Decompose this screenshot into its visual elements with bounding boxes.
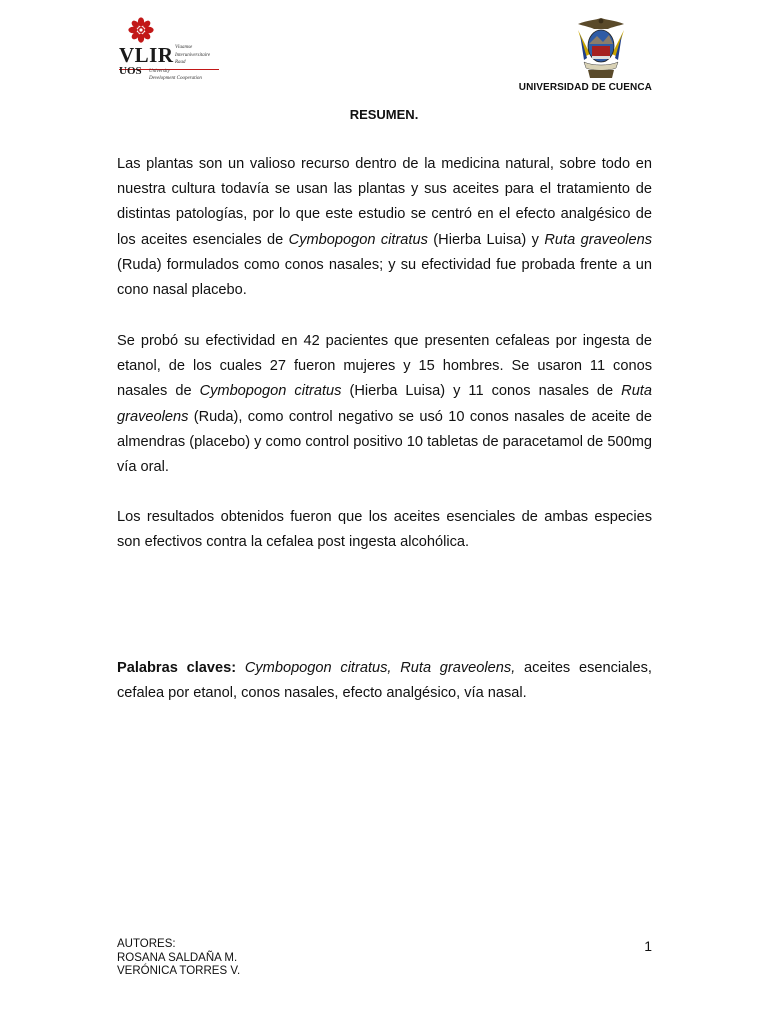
university-name: UNIVERSIDAD DE CUENCA xyxy=(518,82,652,93)
vlir-uos-logo xyxy=(117,17,223,87)
uos-tagline-line: Development Cooperation xyxy=(149,75,202,81)
keywords-species: Cymbopogon citratus, Ruta graveolens, xyxy=(244,660,516,676)
vlir-tagline-line: Raad xyxy=(175,60,186,65)
vlir-tagline xyxy=(175,44,210,67)
abstract-paragraph xyxy=(117,329,652,480)
text-segment: (Ruda), como control negativo se usó 10 conos nasales de aceite de almendras (placebo) y como control positivo 10 tabletas de paracetamol de 500mg vía oral. xyxy=(117,408,652,476)
vlir-tagline-line: Interuniversitaire xyxy=(175,52,211,58)
abstract-paragraph xyxy=(117,505,652,555)
university-crest-icon xyxy=(572,16,630,82)
authors-label: AUTORES: xyxy=(117,938,176,950)
species-name: Cymbopogon citratus xyxy=(199,383,342,400)
vlir-tagline-line: Vlaamse xyxy=(175,45,193,50)
text-segment: (Ruda) formulados como conos nasales; y su efectividad fue probada frente a un cono nasal placebo. xyxy=(117,256,652,299)
abstract-paragraph xyxy=(117,152,652,303)
page-number: 1 xyxy=(644,938,652,954)
keywords-paragraph xyxy=(117,656,652,706)
text-segment: Las plantas son un valioso recurso dentro de la medicina natural, sobre todo en nuestra cultura todavía se usan las plantas y sus aceites para el tratamiento de distintas patologías, por lo que este estudio se centró en el efecto analgésico de los aceites esenciales de xyxy=(117,156,652,248)
text-segment: (Hierba Luisa) y 11 conos nasales de xyxy=(341,383,622,400)
keywords-label: Palabras claves: xyxy=(117,660,237,676)
keywords-list: aceites esenciales, cefalea por etanol, conos nasales, efecto analgésico, vía nasal. xyxy=(117,660,652,702)
text-segment xyxy=(236,660,245,676)
text-segment: (Hierba Luisa) y xyxy=(427,231,545,248)
uos-tagline xyxy=(149,69,202,82)
author-name: ROSANA SALDAÑA M. xyxy=(117,951,238,964)
species-name: Cymbopogon citratus xyxy=(288,231,428,248)
text-segment: Se probó su efectividad en 42 pacientes que presenten cefaleas por ingesta de etanol, de los cuales 27 fueron mujeres y 15 hombres. Se usaron 11 conos nasales de xyxy=(117,333,652,400)
vlir-flower-icon xyxy=(127,17,155,43)
document-title: RESUMEN. xyxy=(349,107,419,122)
author-name: VERÓNICA TORRES V. xyxy=(117,965,241,978)
species-name: Ruta graveolens xyxy=(544,231,652,248)
uos-tagline-line: University xyxy=(149,69,170,74)
uos-wordmark: UOS xyxy=(119,65,142,77)
text-segment: Los resultados obtenidos fueron que los aceites esenciales de ambas especies son efectivos contra la cefalea post ingesta alcohólica. xyxy=(117,509,652,551)
vlir-wordmark: VLIR xyxy=(119,43,174,67)
species-name: Ruta graveolens xyxy=(117,383,652,425)
footer-authors xyxy=(117,938,240,979)
